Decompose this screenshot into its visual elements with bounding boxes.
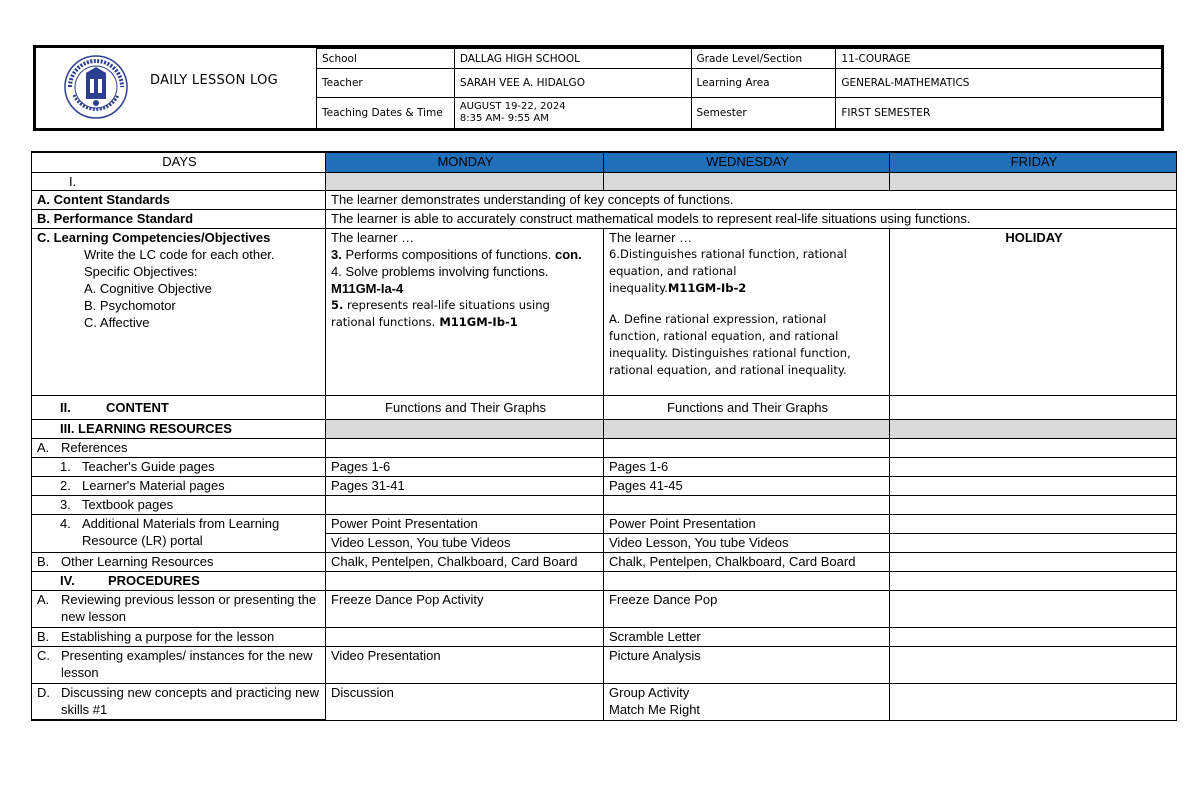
monday-content: Functions and Their Graphs — [326, 395, 604, 419]
competencies-line: C. Affective — [84, 314, 150, 330]
wednesday-content: Functions and Their Graphs — [604, 395, 890, 419]
lesson-log-header — [33, 45, 1164, 131]
content-standards-row — [32, 190, 1177, 209]
wednesday-lm: Pages 41-45 — [604, 476, 890, 495]
wednesday-obj-line: inequality. Distinguishes rational function, — [609, 345, 851, 360]
dates-line-1: AUGUST 19-22, 2024 — [459, 101, 566, 112]
competencies-label: C. Learning Competencies/Objectives — [37, 229, 271, 245]
competencies-row — [32, 228, 1177, 395]
wednesday-additional: Power Point Presentation Video Lesson, You tube Videos — [604, 514, 890, 552]
wednesday-obj-line: 6.Distinguishes rational function, rational — [609, 246, 847, 261]
grade-label: Grade Level/Section — [691, 49, 836, 69]
teacher-label: Teacher — [317, 69, 455, 98]
references-label: A. References — [32, 438, 326, 457]
monday-procedure-d: Discussion — [326, 683, 604, 720]
textbook-row — [32, 495, 1177, 514]
procedure-a-label: A. Reviewing previous lesson or presenting the new lesson — [32, 590, 326, 627]
wednesday-procedure-d: Group Activity Match Me Right — [604, 683, 890, 720]
additional-materials-label: 4. Additional Materials from Learning Resource (LR) portal — [32, 514, 326, 552]
competencies-line: A. Cognitive Objective — [84, 280, 212, 296]
dates-line-2: 8:35 AM- 9:55 AM — [459, 113, 549, 124]
competencies-cell — [32, 228, 326, 395]
objectives-heading-row — [32, 172, 1177, 190]
monday-procedure-a: Freeze Dance Pop Activity — [326, 590, 604, 627]
other-resources-row — [32, 552, 1177, 571]
performance-standard-label: B. Performance Standard — [32, 209, 326, 228]
content-heading: II. CONTENT — [32, 395, 326, 419]
performance-standard-text: The learner is able to accurately construct mathematical models to represent real-life situations using functions. — [326, 209, 1177, 228]
monday-lm: Pages 31-41 — [326, 476, 604, 495]
wednesday-obj-line: The learner … — [609, 229, 693, 245]
procedures-heading: IV. PROCEDURES — [32, 571, 326, 590]
wednesday-procedure-b: Scramble Letter — [604, 627, 890, 646]
resources-heading-row — [32, 419, 1177, 438]
monday-obj-line: rational functions. M11GM-Ib-1 — [331, 314, 518, 329]
procedure-b-label: B. Establishing a purpose for the lesson — [32, 627, 326, 646]
wednesday-other: Chalk, Pentelpen, Chalkboard, Card Board — [604, 552, 890, 571]
procedures-heading-row — [32, 571, 1177, 590]
document-title: DAILY LESSON LOG — [150, 73, 279, 88]
performance-standard-row — [32, 209, 1177, 228]
school-info-grid — [316, 48, 1164, 129]
learners-material-label: 2. Learner's Material pages — [32, 476, 326, 495]
semester-label: Semester — [691, 98, 836, 129]
semester-value: FIRST SEMESTER — [836, 98, 1164, 129]
monday-additional: Power Point Presentation Video Lesson, You tube Videos — [326, 514, 604, 552]
wednesday-procedure-c: Picture Analysis — [604, 646, 890, 683]
monday-tg: Pages 1-6 — [326, 457, 604, 476]
wednesday-obj-line: rational equation, and rational inequality. — [609, 362, 847, 377]
procedure-a-row — [32, 590, 1177, 627]
lesson-plan-table — [31, 151, 1177, 721]
friday-holiday: HOLIDAY — [890, 228, 1177, 395]
wednesday-procedure-a: Freeze Dance Pop — [604, 590, 890, 627]
wednesday-obj-line: A. Define rational expression, rational — [609, 311, 827, 326]
additional-materials-row — [32, 514, 1177, 552]
wednesday-tg: Pages 1-6 — [604, 457, 890, 476]
procedure-c-row — [32, 646, 1177, 683]
procedure-b-row — [32, 627, 1177, 646]
content-standards-label: A. Content Standards — [32, 190, 326, 209]
objectives-numeral: I. — [32, 172, 326, 190]
procedure-c-label: C. Presenting examples/ instances for the new lesson — [32, 646, 326, 683]
area-value: GENERAL-MATHEMATICS — [836, 69, 1164, 98]
wednesday-objectives — [604, 228, 890, 395]
monday-obj-line: The learner … — [331, 229, 415, 245]
content-standards-text: The learner demonstrates understanding of key concepts of functions. — [326, 190, 1177, 209]
monday-lc-code: M11GM-Ia-4 — [331, 280, 404, 296]
area-label: Learning Area — [691, 69, 836, 98]
other-resources-label: B. Other Learning Resources — [32, 552, 326, 571]
grade-value: 11-COURAGE — [836, 49, 1164, 69]
days-header-row — [32, 152, 1177, 172]
monday-procedure-c: Video Presentation — [326, 646, 604, 683]
textbook-label: 3. Textbook pages — [32, 495, 326, 514]
wednesday-obj-line: inequality.M11GM-Ib-2 — [609, 280, 747, 295]
teachers-guide-row — [32, 457, 1177, 476]
dates-label: Teaching Dates & Time — [317, 98, 455, 129]
teachers-guide-label: 1. Teacher's Guide pages — [32, 457, 326, 476]
school-label: School — [317, 49, 455, 69]
wednesday-obj-line: equation, and rational — [609, 263, 737, 278]
content-row — [32, 395, 1177, 419]
monday-obj-line: 3. Performs compositions of functions. con. — [331, 246, 582, 262]
days-header: DAYS — [32, 152, 326, 172]
monday-other: Chalk, Pentelpen, Chalkboard, Card Board — [326, 552, 604, 571]
competencies-line: Write the LC code for each other. — [84, 246, 275, 262]
monday-obj-line: 4. Solve problems involving functions. — [331, 263, 549, 279]
learners-material-row — [32, 476, 1177, 495]
resources-heading: III. LEARNING RESOURCES — [32, 419, 326, 438]
competencies-line: B. Psychomotor — [84, 297, 176, 313]
friday-header: FRIDAY — [890, 152, 1177, 172]
monday-obj-line: 5. represents real-life situations using — [331, 297, 550, 312]
wednesday-obj-line: function, rational equation, and rational — [609, 328, 839, 343]
dates-value — [454, 98, 691, 129]
monday-objectives — [326, 228, 604, 395]
procedure-d-row — [32, 683, 1177, 720]
wednesday-header: WEDNESDAY — [604, 152, 890, 172]
competencies-line: Specific Objectives: — [84, 263, 198, 279]
teacher-value: SARAH VEE A. HIDALGO — [454, 69, 691, 98]
deped-seal-logo — [64, 55, 128, 119]
school-value: DALLAG HIGH SCHOOL — [454, 49, 691, 69]
procedure-d-label: D. Discussing new concepts and practicing new skills #1 — [32, 683, 326, 720]
references-row — [32, 438, 1177, 457]
monday-header: MONDAY — [326, 152, 604, 172]
